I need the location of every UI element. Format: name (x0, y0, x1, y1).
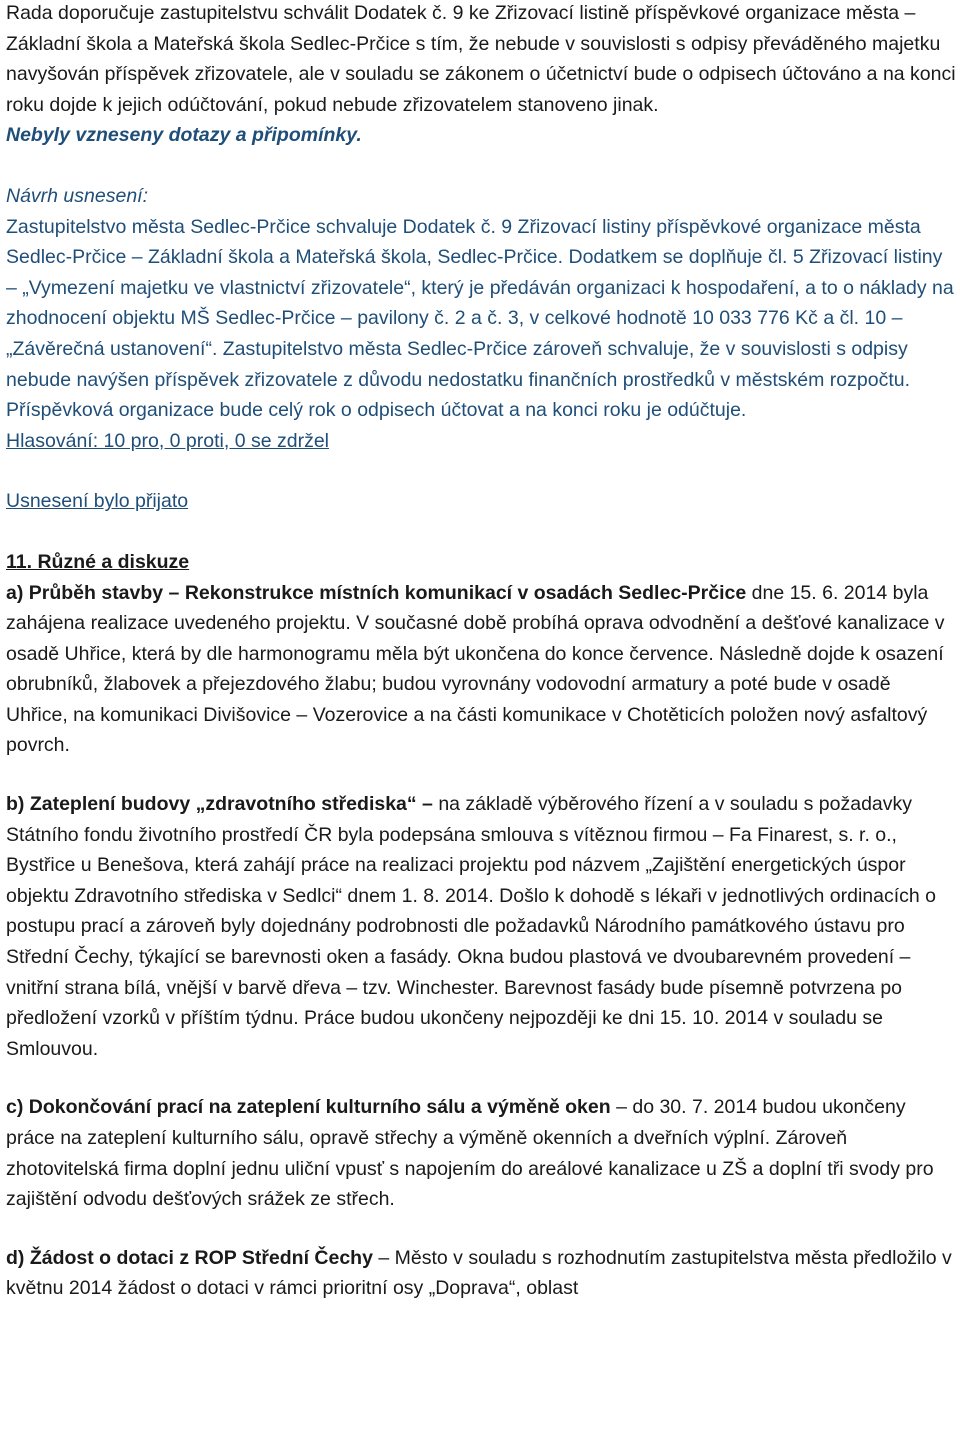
item-d (6, 1243, 956, 1304)
vote-result: Hlasování: 10 pro, 0 proti, 0 se zdržel (6, 429, 329, 452)
item-c (6, 1092, 956, 1214)
item-c-label: c) Dokončování prací na zateplení kulturního sálu a výměně oken (6, 1096, 611, 1119)
proposal-text: Zastupitelstvo města Sedlec-Prčice schvaluje Dodatek č. 9 Zřizovací listiny příspěvkové organizace města Sedlec-Prčice – Základní škola a Mateřská škola, Sedlec-Prčice. Dodatkem se doplňuje čl. 5 Zřizovací listiny – „Vymezení majetku ve vlastnictví zřizovatele“, který je předáván organizaci k hospodaření, a to o náklady na zhodnocení objektu MŠ Sedlec-Prčice – pavilony č. 2 a č. 3, v celkové hodnotě 10 033 776 Kč a čl. 10 – „Závěrečná ustanovení“. Zastupitelstvo města Sedlec-Prčice zároveň schvaluje, že v souvislosti s odpisy nebude navýšen příspěvek zřizovatele z důvodu nedostatku finančních prostředků v městském rozpočtu. Příspěvková organizace bude celý rok o odpisech účtovat a na konci roku je odúčtuje. (6, 215, 954, 422)
item-a-label: a) Průběh stavby – Rekonstrukce místních komunikací v osadách Sedlec-Prčice (6, 581, 747, 604)
item-b (6, 789, 956, 1064)
paragraph-council-recommendation: Rada doporučuje zastupitelstvu schválit Dodatek č. 9 ke Zřizovací listině příspěvkové organizace města – Základní škola a Mateřská škola Sedlec-Prčice s tím, že nebude v souvislosti s odpisy převáděného majetku navyšován příspěvek zřizovatele, ale v souladu se zákonem o účetnictví bude o odpisech účtováno a na konci roku dojde k jejich odúčtování, pokud nebude zřizovatelem stanoveno jinak. (6, 2, 956, 116)
item-a (6, 578, 956, 762)
proposal-heading: Návrh usnesení: (6, 184, 148, 207)
item-d-text: – Město v souladu s rozhodnutím zastupitelstva města předložilo v květnu 2014 žádost o dotaci v rámci prioritní osy „Doprava“, oblast (6, 1246, 952, 1300)
item-d-label: d) Žádost o dotaci z ROP Střední Čechy (6, 1246, 373, 1269)
item-a-text: dne 15. 6. 2014 byla zahájena realizace uvedeného projektu. V současné době probíhá oprava odvodnění a dešťové kanalizace v osadě Uhřice, která by dle harmonogramu měla být ukončena do konce července. Následně dojde k osazení obrubníků, žlabovek a přejezdového žlabu; budou vyrovnány vodovodní armatury a poté bude v osadě Uhřice, na komunikaci Divišovice – Vozerovice a na části komunikace v Chotěticích položen nový asfaltový povrch. (6, 581, 945, 757)
item-b-label: b) Zateplení budovy „zdravotního střediska“ – (6, 793, 433, 816)
no-questions-note: Nebyly vzneseny dotazy a připomínky. (6, 124, 362, 147)
document-page (6, 0, 956, 1304)
section-heading: 11. Různé a diskuze (6, 550, 190, 573)
resolution-status: Usnesení bylo přijato (6, 490, 189, 513)
item-c-text: – do 30. 7. 2014 budou ukončeny práce na zateplení kulturního sálu, opravě střechy a výměně okenních a dveřních výplní. Zároveň zhotovitelská firma doplní jednu uliční vpusť s napojením do areálové kanalizace u ZŠ a doplní tři svody pro zajištění odvodu dešťových srážek ze střech. (6, 1096, 934, 1211)
item-b-text: na základě výběrového řízení a v souladu s požadavky Státního fondu životního prostředí ČR byla podepsána smlouva s vítěznou firmou – Fa Finarest, s. r. o., Bystřice u Benešova, která zahájí práce na realizaci projektu pod názvem „Zajištění energetických úspor objektu Zdravotního střediska v Sedlci“ dnem 1. 8. 2014. Došlo k dohodě s lékaři v jednotlivých ordinacích o postupu prací a zároveň byly dojednány podrobnosti dle požadavků Národního památkového ústavu pro Střední Čechy, týkající se barevnosti oken a fasády. Okna budou plastová ve dvoubarevném provedení – vnitřní strana bílá, vnější v barvě dřeva – tzv. Winchester. Barevnost fasády bude písemně potvrzena po předložení vzorků v příštím týdnu. Práce budou ukončeny nejpozději ke dni 15. 10. 2014 v souladu se Smlouvou. (6, 793, 937, 1060)
